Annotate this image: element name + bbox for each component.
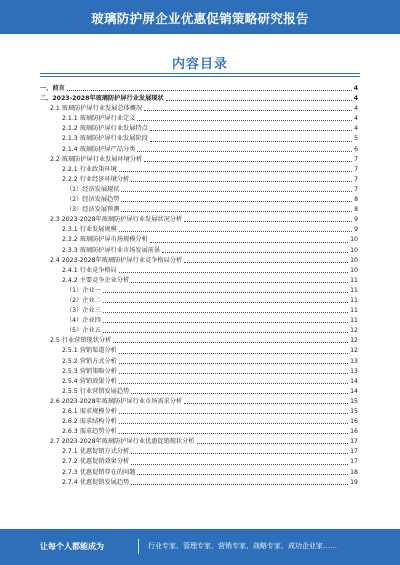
toc-entry-title: 2.7 2023-2028年玻璃防护屏行业优惠促销现状分析: [50, 438, 195, 446]
toc-entry[interactable]: [40, 266, 358, 276]
toc-entry[interactable]: [40, 256, 358, 266]
toc-entry[interactable]: [40, 316, 358, 326]
toc-entry-page: 7: [354, 175, 358, 183]
toc-leader-dots: [119, 423, 348, 424]
toc-leader-dots: [119, 433, 348, 434]
toc-leader-dots: [150, 141, 352, 142]
toc-entry[interactable]: [40, 235, 358, 245]
toc-entry-page: 11: [350, 286, 358, 294]
toc-entry-title: 2.2.2 行业经济环境分析: [62, 175, 130, 183]
toc-entry-page: 6: [354, 145, 358, 153]
toc-entry-title: 2.5.3 营销策略分析: [62, 367, 117, 375]
toc-entry[interactable]: [40, 407, 358, 417]
toc-leader-dots: [103, 292, 348, 293]
toc-entry-title: 2.4.1 行业竞争格局: [62, 266, 117, 274]
toc-entry[interactable]: [40, 114, 358, 124]
toc-heading-rule-top: [40, 73, 360, 74]
toc-leader-dots: [131, 484, 348, 485]
toc-entry[interactable]: [40, 326, 358, 336]
toc-entry[interactable]: [40, 296, 358, 306]
toc-entry[interactable]: [40, 286, 358, 296]
toc-leader-dots: [184, 262, 348, 263]
toc-entry[interactable]: [40, 185, 358, 195]
toc-leader-dots: [119, 413, 348, 414]
toc-leader-dots: [131, 453, 348, 454]
toc-entry-page: 11: [350, 317, 358, 325]
toc-leader-dots: [184, 221, 352, 222]
toc-entry-page: 4: [354, 105, 358, 113]
toc-entry-title: 2.6 2023-2028年玻璃防护屏行业市场需求分析: [50, 397, 183, 405]
toc-entry-page: 13: [350, 357, 358, 365]
toc-entry[interactable]: [40, 145, 358, 155]
toc-entry-page: 7: [354, 155, 358, 163]
toc-leader-dots: [150, 242, 348, 243]
toc-leader-dots: [119, 383, 348, 384]
toc-entry[interactable]: [40, 397, 358, 407]
toc-leader-dots: [121, 191, 352, 192]
toc-entry-page: 15: [350, 397, 358, 405]
toc-entry[interactable]: [40, 478, 358, 488]
toc-entry-title: 2.2 玻璃防护屏行业发展环境分析: [50, 155, 143, 163]
toc-leader-dots: [150, 130, 352, 131]
toc-entry-title: （2）企业二: [66, 296, 101, 304]
toc-entry-title: 二、2023-2028年玻璃防护屏行业发展现状: [40, 95, 164, 103]
toc-entry-title: 2.1.4 玻璃防护屏产品分类: [62, 145, 136, 153]
toc-entry-page: 11: [350, 296, 358, 304]
toc-entry-title: （3）企业三: [66, 307, 101, 315]
toc-entry-title: 2.1.1 玻璃防护屏行业定义: [62, 115, 136, 123]
footer-tagline: 行业专家、管理专家、营销专家、战略专家、成功企业家……: [148, 542, 337, 550]
toc-entry-page: 7: [354, 185, 358, 193]
toc-entry-title: 2.1 玻璃防护屏行业发展总体概况: [50, 105, 143, 113]
toc-entry-title: 2.5 行业营销现状分析: [50, 337, 112, 345]
toc-leader-dots: [103, 322, 348, 323]
toc-entry-title: 2.5.2 营销方式分析: [62, 357, 117, 365]
toc-entry[interactable]: [40, 336, 358, 346]
toc-leader-dots: [121, 201, 352, 202]
toc-entry-title: （2）经济发展趋势: [66, 196, 120, 204]
toc-entry-title: 2.7.3 优惠促销存在的问题: [62, 468, 136, 476]
toc-entry-page: 4: [353, 85, 358, 92]
toc-entry-title: 2.3.1 行业发展规模: [62, 226, 117, 234]
table-of-contents: [40, 84, 358, 488]
toc-entry-title: 2.2.1 行业政策环境: [62, 165, 117, 173]
toc-entry-title: （1）企业一: [66, 286, 101, 294]
toc-entry[interactable]: [40, 195, 358, 205]
toc-leader-dots: [119, 363, 348, 364]
toc-entry-title: 2.5.4 营销效果分析: [62, 377, 117, 385]
toc-leader-dots: [131, 393, 348, 394]
toc-entry[interactable]: [40, 367, 358, 377]
toc-entry-title: 2.5.5 行业营销发展趋势: [62, 387, 130, 395]
footer-divider: [138, 539, 139, 554]
toc-entry-title: 2.6.2 需求结构分析: [62, 418, 117, 426]
toc-entry-page: 10: [350, 236, 358, 244]
toc-leader-dots: [131, 282, 348, 283]
toc-entry-page: 7: [354, 165, 358, 173]
toc-entry-page: 14: [350, 387, 358, 395]
report-title: 玻璃防护屏企业优惠促销策略研究报告: [91, 11, 309, 26]
toc-leader-dots: [144, 161, 352, 162]
toc-leader-dots: [137, 474, 348, 475]
toc-entry[interactable]: [40, 84, 358, 94]
toc-entry-page: 8: [354, 206, 358, 214]
toc-leader-dots: [119, 272, 348, 273]
toc-entry[interactable]: [40, 225, 358, 235]
toc-entry-page: 4: [353, 95, 358, 103]
toc-entry-page: 16: [350, 418, 358, 426]
toc-entry-title: 2.1.3 玻璃防护屏行业发展阶段: [62, 135, 148, 143]
toc-entry-title: 一、前言: [40, 85, 65, 92]
toc-entry[interactable]: [40, 306, 358, 316]
toc-entry[interactable]: [40, 205, 358, 215]
toc-entry[interactable]: [40, 468, 358, 478]
toc-leader-dots: [119, 373, 348, 374]
toc-entry-page: 8: [354, 196, 358, 204]
toc-entry-page: 9: [354, 226, 358, 234]
toc-leader-dots: [119, 171, 352, 172]
toc-entry-page: 5: [354, 135, 358, 143]
toc-leader-dots: [137, 151, 352, 152]
toc-entry[interactable]: [40, 165, 358, 175]
toc-entry-title: 2.3 2023-2028年玻璃防护屏行业发展状况分析: [50, 216, 183, 224]
toc-entry[interactable]: [40, 457, 358, 467]
toc-entry[interactable]: [40, 104, 358, 114]
toc-entry-page: 12: [350, 347, 358, 355]
toc-entry[interactable]: [40, 124, 358, 134]
toc-entry-page: 15: [350, 408, 358, 415]
toc-entry-page: 4: [354, 115, 358, 123]
toc-entry[interactable]: [40, 437, 358, 447]
toc-entry-page: 13: [350, 367, 358, 375]
toc-entry-page: 11: [350, 276, 358, 284]
toc-entry[interactable]: [40, 276, 358, 286]
toc-entry[interactable]: [40, 175, 358, 185]
toc-leader-dots: [131, 181, 352, 182]
toc-entry-title: 2.3.3 玻璃防护屏行业市场发展前景: [62, 246, 161, 254]
toc-entry-title: 2.3.2 玻璃防护屏市场规模分析: [62, 236, 148, 244]
toc-entry[interactable]: [40, 246, 358, 256]
toc-entry[interactable]: [40, 134, 358, 144]
toc-entry-title: 2.4 2023-2028年玻璃防护屏行业竞争格局分析: [50, 256, 183, 264]
toc-entry-title: 2.6.1 需求规模分析: [62, 408, 117, 415]
toc-entry-title: 2.6.3 需求趋势分析: [62, 428, 117, 436]
toc-entry-title: 2.5.1 营销渠道分析: [62, 347, 117, 355]
toc-entry-page: 16: [350, 428, 358, 436]
toc-leader-dots: [131, 464, 348, 465]
toc-leader-dots: [121, 211, 352, 212]
toc-entry[interactable]: [40, 427, 358, 437]
toc-entry-title: （4）企业四: [66, 317, 101, 325]
toc-leader-dots: [144, 110, 352, 111]
toc-entry-title: （3）经济发展预测: [66, 206, 120, 214]
toc-entry-page: 18: [350, 468, 358, 476]
footer-slogan: 让每个人都能成为: [40, 542, 104, 551]
toc-entry-page: 4: [354, 125, 358, 133]
toc-leader-dots: [137, 120, 352, 121]
report-header-bar: [0, 0, 400, 34]
toc-entry-title: （5）企业五: [66, 327, 101, 335]
toc-entry-page: 12: [350, 337, 358, 345]
toc-entry[interactable]: [40, 447, 358, 457]
toc-entry-page: 14: [350, 377, 358, 385]
toc-entry-title: 2.7.2 优惠促销效果分析: [62, 458, 130, 466]
toc-leader-dots: [103, 312, 348, 313]
toc-entry-page: 10: [350, 266, 358, 274]
toc-entry-page: 17: [350, 458, 358, 466]
toc-entry-page: 11: [350, 307, 358, 315]
toc-leader-dots: [166, 100, 352, 101]
toc-heading: 内容目录: [171, 57, 228, 72]
toc-entry[interactable]: [40, 357, 358, 367]
toc-entry[interactable]: [40, 387, 358, 397]
toc-entry-page: 10: [350, 246, 358, 254]
toc-entry[interactable]: [40, 417, 358, 427]
toc-entry-title: 2.4.2 主要竞争企业分析: [62, 276, 130, 284]
toc-heading-rule-bottom: [40, 76, 360, 77]
toc-entry-title: 2.1.2 玻璃防护屏行业发展特点: [62, 125, 148, 133]
toc-entry-page: 17: [350, 448, 358, 456]
toc-leader-dots: [113, 342, 348, 343]
toc-entry-page: 12: [350, 327, 358, 335]
toc-entry[interactable]: [40, 94, 358, 104]
toc-entry[interactable]: [40, 377, 358, 387]
toc-leader-dots: [162, 252, 348, 253]
toc-entry[interactable]: [40, 155, 358, 165]
toc-leader-dots: [184, 403, 348, 404]
toc-entry-title: 2.7.4 优惠促销发展趋势: [62, 478, 130, 486]
toc-entry[interactable]: [40, 346, 358, 356]
toc-entry-title: （1）经济发展现状: [66, 185, 120, 193]
toc-entry-page: 10: [350, 256, 358, 264]
report-footer-bar: [0, 529, 400, 565]
toc-entry-page: 17: [350, 438, 358, 446]
toc-leader-dots: [119, 231, 352, 232]
toc-entry-title: 2.7.1 优惠促销方式分析: [62, 448, 130, 456]
toc-entry-page: 9: [354, 216, 358, 224]
toc-leader-dots: [103, 332, 348, 333]
toc-leader-dots: [197, 443, 349, 444]
toc-leader-dots: [119, 353, 348, 354]
toc-entry[interactable]: [40, 215, 358, 225]
toc-entry-page: 19: [350, 478, 358, 486]
toc-leader-dots: [103, 302, 348, 303]
toc-leader-dots: [67, 90, 352, 91]
